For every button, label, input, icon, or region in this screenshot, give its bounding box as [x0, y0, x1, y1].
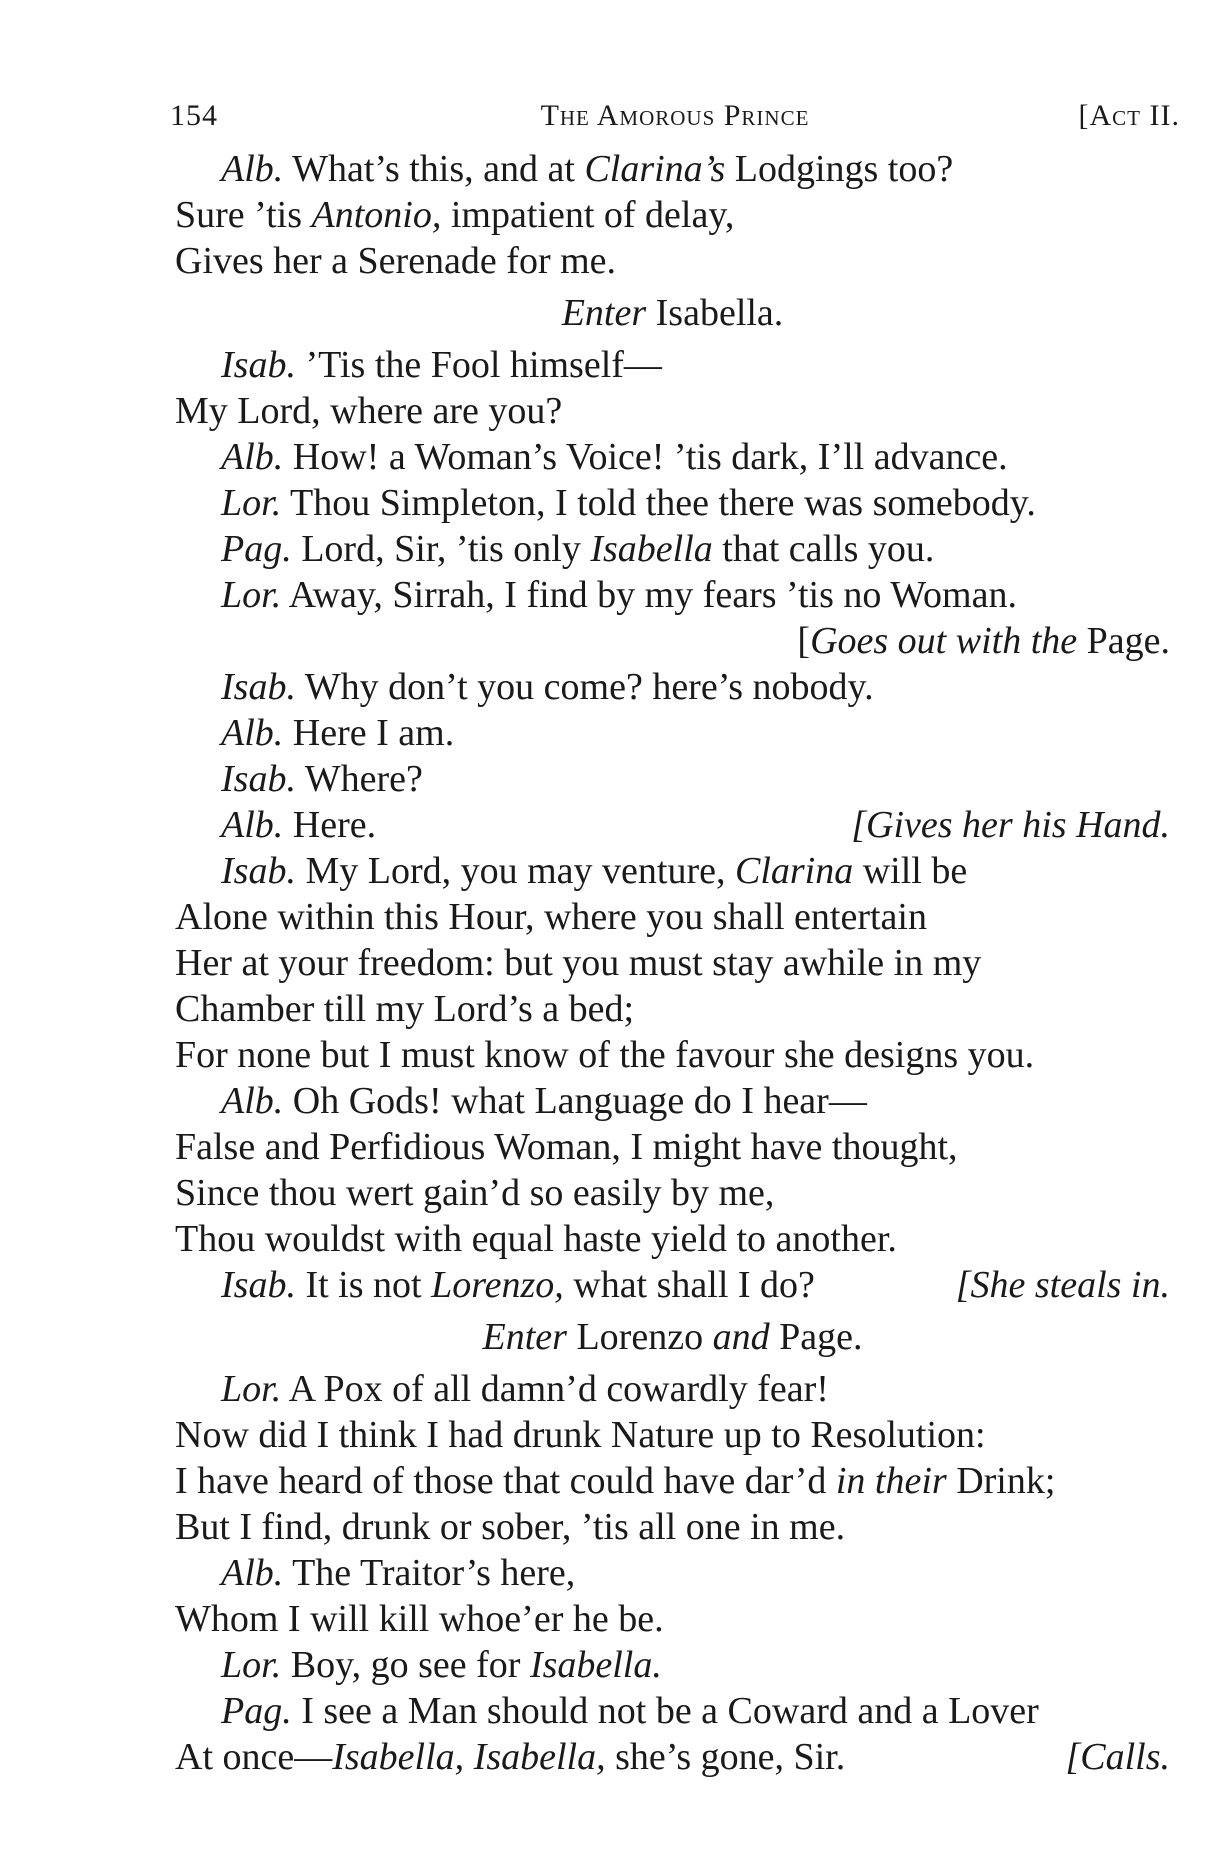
dialogue-line: Isab. My Lord, you may venture, Clarina will be [221, 850, 968, 892]
dialogue-line: Isab. Why don’t you come? here’s nobody. [221, 666, 874, 708]
speaker-name: Lor. [221, 482, 282, 524]
dialogue-line: Isab. Where? [221, 758, 423, 800]
speaker-name: Pag. [221, 528, 292, 570]
speaker-name: Isab. [221, 758, 296, 800]
speaker-name: Alb. [221, 1080, 284, 1122]
dialogue-line: Pag. I see a Man should not be a Coward and a Lover [221, 1690, 1039, 1732]
speaker-name: Lor. [221, 1644, 282, 1686]
dialogue-line: Alb. Here I am. [221, 712, 455, 754]
dialogue-line: Pag. Lord, Sir, ’tis only Isabella that calls you. [221, 528, 935, 570]
verse-line: Thou wouldst with equal haste yield to another. [175, 1218, 897, 1260]
dialogue-line: Isab. It is not Lorenzo, what shall I do? [She steals in. [221, 1264, 1170, 1306]
speaker-name: Isab. [221, 666, 296, 708]
book-title: The Amorous Prince [540, 99, 810, 132]
verse-line: I have heard of those that could have dar’d in their Drink; [175, 1460, 1056, 1502]
dialogue-line: Lor. Boy, go see for Isabella. [221, 1644, 662, 1686]
verse-line: My Lord, where are you? [175, 390, 563, 432]
act-marker: [Act II. [1078, 99, 1180, 132]
verse-line: But I find, drunk or sober, ’tis all one in me. [175, 1506, 846, 1548]
speaker-name: Lor. [221, 1368, 282, 1410]
speaker-name: Alb. [221, 148, 284, 190]
verse-line: Gives her a Serenade for me. [175, 240, 617, 282]
speaker-name: Alb. [221, 804, 284, 846]
dialogue-line: Alb. Oh Gods! what Language do I hear— [221, 1080, 867, 1122]
stage-direction: [She steals in. [955, 1264, 1170, 1306]
speaker-name: Pag. [221, 1690, 292, 1732]
speaker-name: Lor. [221, 574, 282, 616]
dialogue-line: Alb. What’s this, and at Clarina’s Lodgings too? [221, 148, 954, 190]
dialogue-line: Alb. Here. [Gives her his Hand. [221, 804, 1170, 846]
speaker-name: Alb. [221, 436, 284, 478]
verse-line: Alone within this Hour, where you shall entertain [175, 896, 927, 938]
stage-direction-enter: Enter Isabella. [561, 292, 784, 334]
speaker-name: Alb. [221, 1552, 284, 1594]
page-number: 154 [170, 99, 218, 132]
play-text [175, 146, 1170, 1780]
dialogue-line: Alb. The Traitor’s here, [221, 1552, 576, 1594]
dialogue-line: Lor. Away, Sirrah, I find by my fears ’tis no Woman. [221, 574, 1017, 616]
speaker-name: Alb. [221, 712, 284, 754]
speaker-name: Isab. [221, 1264, 296, 1306]
stage-direction: [Gives her his Hand. [851, 804, 1170, 846]
verse-line: Since thou wert gain’d so easily by me, [175, 1172, 775, 1214]
verse-line: Now did I think I had drunk Nature up to Resolution: [175, 1414, 986, 1456]
dialogue-line: Alb. How! a Woman’s Voice! ’tis dark, I’ll advance. [221, 436, 1008, 478]
dialogue-line: Lor. A Pox of all damn’d cowardly fear! [221, 1368, 829, 1410]
verse-line: Chamber till my Lord’s a bed; [175, 988, 635, 1030]
verse-line: False and Perfidious Woman, I might have thought, [175, 1126, 958, 1168]
stage-direction-exit: [Goes out with the Page. [797, 620, 1170, 662]
dialogue-line: Isab. ’Tis the Fool himself— [221, 344, 662, 386]
verse-line: Sure ’tis Antonio, impatient of delay, [175, 194, 735, 236]
verse-line: For none but I must know of the favour she designs you. [175, 1034, 1035, 1076]
speaker-name: Isab. [221, 850, 296, 892]
stage-direction-enter: Enter Lorenzo and Page. [482, 1316, 863, 1358]
verse-line: Whom I will kill whoe’er he be. [175, 1598, 664, 1640]
stage-direction: [Calls. [1065, 1736, 1170, 1778]
speaker-name: Isab. [221, 344, 296, 386]
verse-line: Her at your freedom: but you must stay awhile in my [175, 942, 982, 984]
verse-line: At once—Isabella, Isabella, she’s gone, Sir. [Calls. [175, 1736, 1170, 1778]
dialogue-line: Lor. Thou Simpleton, I told thee there was somebody. [221, 482, 1036, 524]
running-header [170, 96, 1180, 136]
